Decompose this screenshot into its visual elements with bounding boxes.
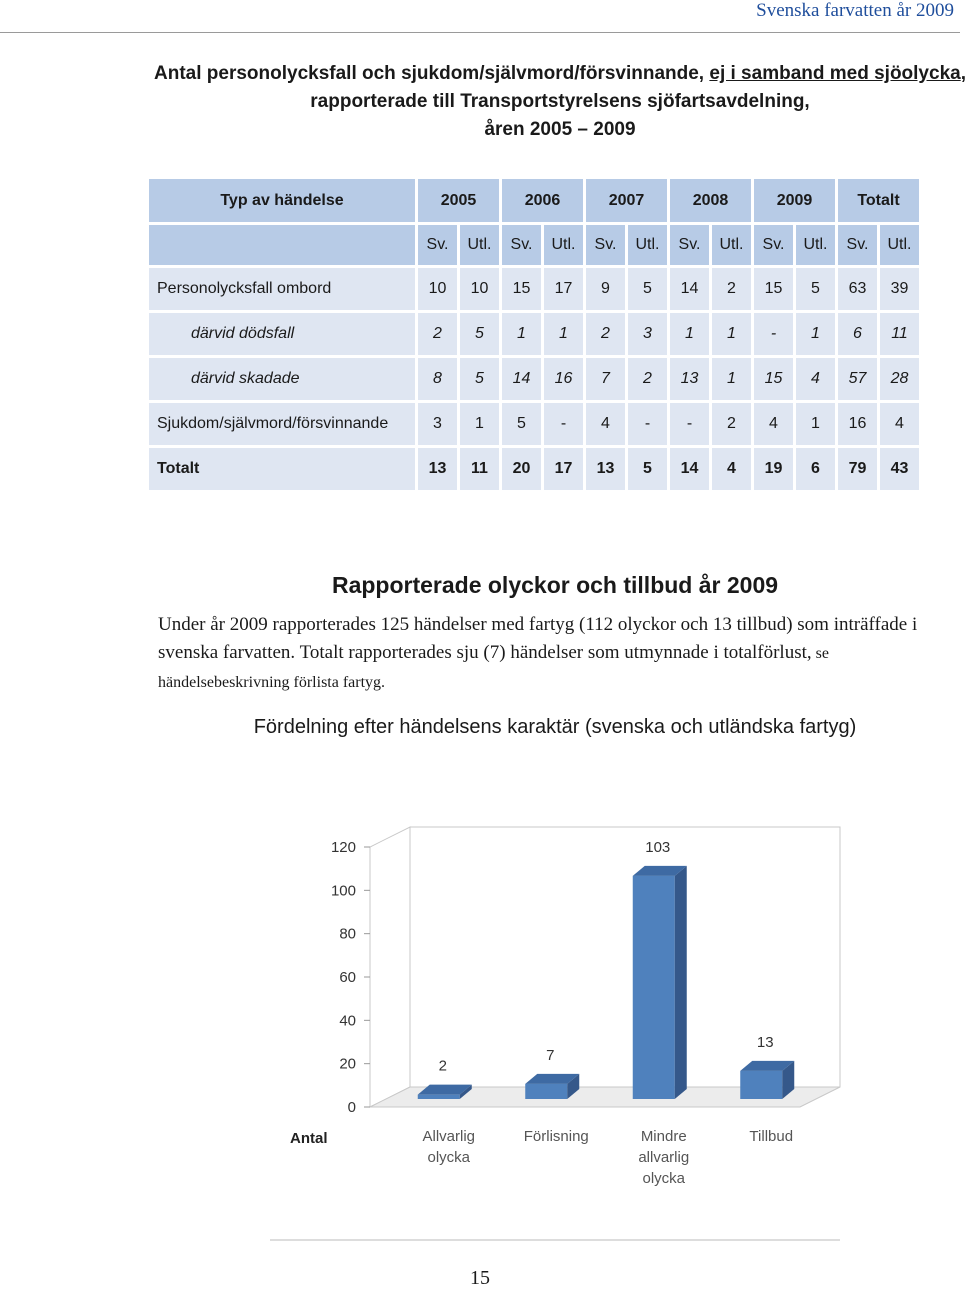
- table-cell: 57: [838, 358, 877, 400]
- subheader-cell: Sv.: [586, 225, 625, 265]
- x-tick-label: allvarlig: [638, 1149, 690, 1166]
- table-cell: 2: [628, 358, 667, 400]
- bar: [525, 1084, 567, 1099]
- table-cell: 5: [628, 268, 667, 310]
- paragraph-small: se händelsebeskrivning förlista fartyg.: [158, 645, 829, 691]
- section-heading: Rapporterade olyckor och tillbud år 2009: [331, 572, 779, 598]
- x-tick-label: Tillbud: [749, 1128, 794, 1145]
- table-cell: 1: [670, 313, 709, 355]
- table-cell: 4: [754, 403, 793, 445]
- table-cell: 5: [628, 448, 667, 490]
- body-paragraph: [158, 611, 948, 697]
- subheader-cell: Sv.: [754, 225, 793, 265]
- y-tick-label: 40: [339, 1012, 356, 1030]
- title-line3: åren 2005 – 2009: [484, 119, 636, 140]
- table-cell: 13: [670, 358, 709, 400]
- paragraph-main: Under år 2009 rapporterades 125 händelser med fartyg (112 olyckor och 13 tillbud) som inträffade i svenska farvatten. Totalt rapporterades sju (7) händelser som utmynnade i totalförlust,: [158, 614, 918, 663]
- table-row: [149, 403, 919, 445]
- table-cell: 1: [544, 313, 583, 355]
- subheader-cell: Utl.: [880, 225, 919, 265]
- table-cell: 10: [460, 268, 499, 310]
- table-cell: 1: [796, 313, 835, 355]
- statistics-table: [146, 176, 922, 493]
- y-tick-label: 100: [330, 882, 356, 900]
- document-title: [140, 60, 980, 144]
- table-cell: 2: [712, 268, 751, 310]
- row-label: därvid skadade: [149, 358, 415, 400]
- table-cell: 6: [796, 448, 835, 490]
- series-label: Antal: [290, 1130, 328, 1147]
- table-cell: 15: [754, 358, 793, 400]
- x-tick-label: Förlisning: [523, 1128, 589, 1145]
- table-cell: 7: [586, 358, 625, 400]
- table-cell: 13: [418, 448, 457, 490]
- table-cell: 16: [838, 403, 877, 445]
- table-cell: 11: [460, 448, 499, 490]
- table-cell: 63: [838, 268, 877, 310]
- table-subheader-row: [149, 225, 919, 265]
- table-cell: 1: [712, 358, 751, 400]
- table-cell: -: [544, 403, 583, 445]
- table-cell: -: [670, 403, 709, 445]
- x-tick-label: olycka: [642, 1170, 686, 1187]
- title-part2: , rapporterade till Transportstyrelsens sjöfartsavdelning,: [310, 63, 966, 112]
- table-cell: 5: [502, 403, 541, 445]
- table-cell: 5: [460, 358, 499, 400]
- subheader-cell: Utl.: [796, 225, 835, 265]
- table-cell: 1: [712, 313, 751, 355]
- subheader-cell: Utl.: [628, 225, 667, 265]
- table-cell: 17: [544, 448, 583, 490]
- table-row: [149, 313, 919, 355]
- chart-back-wall: [410, 827, 840, 1087]
- table-cell: 4: [586, 403, 625, 445]
- subheader-cell: Sv.: [838, 225, 877, 265]
- table-cell: 14: [502, 358, 541, 400]
- data-label: 2: [438, 1057, 447, 1075]
- table-cell: 39: [880, 268, 919, 310]
- bar-chart: [260, 800, 860, 1250]
- bar: [418, 1095, 460, 1099]
- table-cell: 19: [754, 448, 793, 490]
- y-tick-label: 0: [347, 1099, 356, 1116]
- y-tick-label: 120: [330, 839, 356, 856]
- table-cell: 79: [838, 448, 877, 490]
- subheader-cell: Utl.: [460, 225, 499, 265]
- table-header-row: [149, 179, 919, 222]
- bar-side: [675, 866, 687, 1099]
- y-tick-label: 80: [339, 925, 356, 943]
- table-cell: 1: [460, 403, 499, 445]
- table-cell: 15: [502, 268, 541, 310]
- table-cell: 4: [712, 448, 751, 490]
- table-row: [149, 448, 919, 490]
- bar: [740, 1071, 782, 1099]
- row-label: Personolycksfall ombord: [149, 268, 415, 310]
- table-cell: 3: [418, 403, 457, 445]
- chart-heading: Fördelning efter händelsens karaktär (svenska och utländska fartyg): [253, 716, 857, 738]
- table-cell: 1: [796, 403, 835, 445]
- subheader-empty: [149, 225, 415, 265]
- table-cell: 16: [544, 358, 583, 400]
- chart-side-wall: [370, 827, 410, 1107]
- bar: [633, 876, 675, 1099]
- year-header: 2006: [502, 179, 583, 222]
- table-cell: 11: [880, 313, 919, 355]
- table-cell: 9: [586, 268, 625, 310]
- table-cell: 5: [460, 313, 499, 355]
- table-cell: 20: [502, 448, 541, 490]
- running-header-text: Svenska farvatten år 2009: [756, 0, 954, 21]
- row-label: Totalt: [149, 448, 415, 490]
- year-header: Totalt: [838, 179, 919, 222]
- table-cell: 15: [754, 268, 793, 310]
- table-cell: 6: [838, 313, 877, 355]
- subheader-cell: Utl.: [712, 225, 751, 265]
- x-tick-label: olycka: [427, 1149, 471, 1166]
- row-label: därvid dödsfall: [149, 313, 415, 355]
- table-cell: 14: [670, 268, 709, 310]
- data-label: 13: [756, 1033, 774, 1051]
- table-cell: 2: [418, 313, 457, 355]
- page-number: 15: [470, 1267, 490, 1289]
- row-label: Sjukdom/självmord/försvinnande: [149, 403, 415, 445]
- year-header: 2008: [670, 179, 751, 222]
- year-header: 2009: [754, 179, 835, 222]
- subheader-cell: Sv.: [418, 225, 457, 265]
- table-row: [149, 358, 919, 400]
- table-header-label: Typ av händelse: [149, 179, 415, 222]
- title-part1: Antal personolycksfall och sjukdom/självmord/försvinnande,: [154, 63, 710, 84]
- year-header: 2007: [586, 179, 667, 222]
- x-tick-label: Mindre: [640, 1128, 687, 1145]
- table-cell: 2: [586, 313, 625, 355]
- table-cell: 3: [628, 313, 667, 355]
- subheader-cell: Sv.: [670, 225, 709, 265]
- x-tick-label: Allvarlig: [422, 1128, 476, 1145]
- table-cell: 13: [586, 448, 625, 490]
- data-label: 7: [546, 1046, 555, 1064]
- table-cell: 17: [544, 268, 583, 310]
- table-cell: 4: [796, 358, 835, 400]
- title-underlined: ej i samband med sjöolycka: [709, 63, 961, 84]
- table-cell: 10: [418, 268, 457, 310]
- table-cell: -: [754, 313, 793, 355]
- y-tick-label: 60: [339, 969, 356, 986]
- data-label: 103: [645, 838, 671, 856]
- table-row: [149, 268, 919, 310]
- subheader-cell: Utl.: [544, 225, 583, 265]
- table-cell: 28: [880, 358, 919, 400]
- year-header: 2005: [418, 179, 499, 222]
- table-cell: 5: [796, 268, 835, 310]
- table-cell: -: [628, 403, 667, 445]
- table-cell: 8: [418, 358, 457, 400]
- table-cell: 1: [502, 313, 541, 355]
- table-cell: 14: [670, 448, 709, 490]
- table-cell: 2: [712, 403, 751, 445]
- subheader-cell: Sv.: [502, 225, 541, 265]
- y-tick-label: 20: [339, 1055, 356, 1073]
- running-header: [0, 0, 960, 33]
- table-cell: 43: [880, 448, 919, 490]
- table-cell: 4: [880, 403, 919, 445]
